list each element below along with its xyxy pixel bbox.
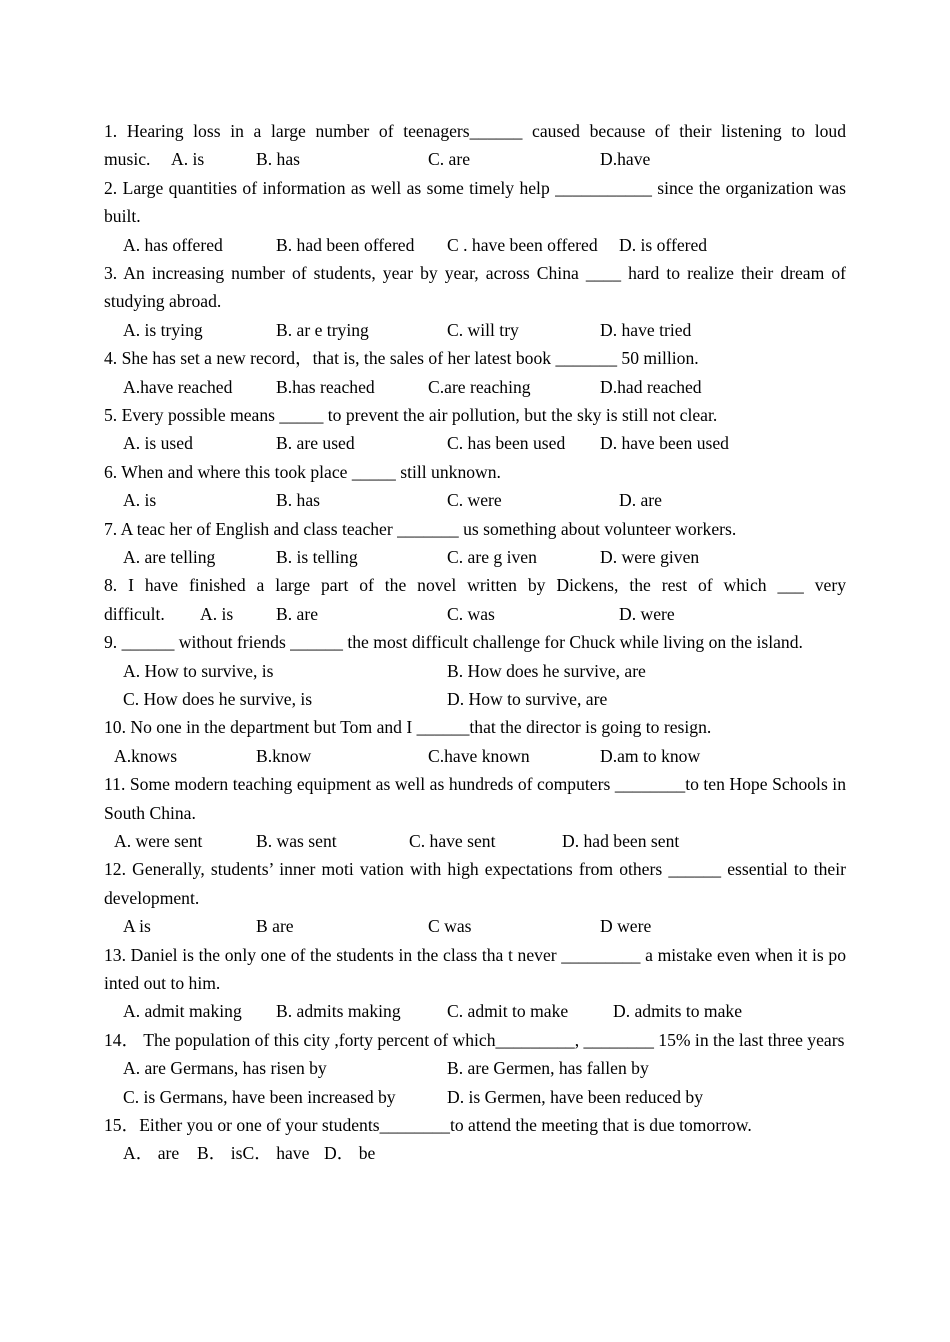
option-d: D.had reached [600,376,702,397]
option-d: D.am to know [600,745,701,766]
option-b: B. ar e trying [276,319,369,340]
option-d: D. have been used [600,433,729,454]
option-b: B. had been offered [276,234,415,255]
option-a: A. is trying [123,319,203,340]
option-d: D. admits to make [613,1001,742,1022]
question-12-options [104,912,846,940]
option-a: A.knows [114,745,178,766]
option-d: D. have tried [600,319,692,340]
question-1-options [104,145,846,173]
option-c: C. is Germans, have been increased by [123,1086,396,1107]
option-a: A. is [123,490,157,511]
option-d: D.have [600,149,651,170]
question-2 [104,174,846,259]
question-6-stem: 6. When and where this took place _____ still unknown. [104,461,501,482]
option-d: D. are [619,490,662,511]
question-8-stem: 8. I have finished a large part of the novel written by Dickens, the rest of which ___ very [104,575,846,596]
option-c: C. admit to make [447,1001,569,1022]
question-8-stem-continued: difficult. [104,603,165,624]
question-9 [104,628,846,713]
option-d: D. is offered [619,234,708,255]
question-15-options [104,1139,846,1167]
question-1-stem-continued: music. [104,149,151,170]
question-5-stem: 5. Every possible means _____ to prevent the air pollution, but the sky is still not clear. [104,405,718,425]
question-1 [104,117,846,174]
option-b: B. How does he survive, are [447,660,646,681]
option-d: D. were given [600,547,700,567]
question-6 [104,458,846,515]
question-14-options-row-1 [104,1054,846,1082]
question-9-options-row-1 [104,657,846,685]
question-10 [104,713,846,770]
question-13-options [104,997,846,1025]
question-8 [104,571,846,628]
question-4-stem: 4. She has set a new record，that is, the sales of her latest book _______ 50 million. [104,348,699,369]
option-a: A. How to survive, is [123,660,274,681]
option-a: A. are Germans, has risen by [123,1058,327,1079]
question-10-options [104,742,846,770]
option-d: D. had been sent [562,830,680,851]
question-7-options [104,543,846,571]
option-b: B. is telling [276,547,358,567]
option-b-c: B． isC． have [197,1143,310,1164]
option-d: D were [600,916,652,937]
question-11 [104,770,846,855]
option-b: B. has [276,490,320,511]
option-d: D. How to survive, are [447,688,608,709]
option-a: A. has offered [123,234,223,255]
option-d: D. were [619,603,675,624]
question-13-stem: 13. Daniel is the only one of the students in the class tha t never _________ a mistake even when it is po inted out to him. [104,944,846,993]
question-10-stem: 10. No one in the department but Tom and I ______that the director is going to resign. [104,717,712,738]
option-c: C. has been used [447,433,566,454]
option-a: A is [123,916,151,937]
option-c: C. How does he survive, is [123,688,313,709]
option-c: C.have known [428,745,530,766]
option-c: C was [428,916,472,937]
question-14-options-row-2 [104,1083,846,1111]
question-9-stem: 9. ______ without friends ______ the most difficult challenge for Chuck while living on the island. [104,632,803,653]
option-a: A. is [171,149,205,170]
option-a: A. are telling [123,547,216,567]
question-6-options [104,486,846,514]
option-c: C.are reaching [428,376,531,397]
question-7-stem: 7. A teac her of English and class teacher _______ us something about volunteer workers. [104,518,737,539]
option-b: B.has reached [276,376,375,397]
question-2-options [104,231,846,259]
question-3-stem: 3. An increasing number of students, year by year, across China ____ hard to realize their dream of studying abroad. [104,263,846,312]
option-a: A. is used [123,433,193,454]
option-c: C. are [428,149,471,170]
question-13 [104,941,846,1026]
question-12-stem: 12. Generally, students’ inner moti vation with high expectations from others ______ essential to their development. [104,859,846,908]
question-9-options-row-2 [104,685,846,713]
question-14-stem: 14． The population of this city ,forty percent of which_________, ________ 15% in the last three years [104,1029,845,1050]
option-a: A. were sent [114,830,203,851]
question-3-options [104,316,846,344]
question-12 [104,855,846,940]
question-14 [104,1026,846,1111]
question-8-options [104,600,846,628]
option-c: C. was [447,603,495,624]
question-3 [104,259,846,344]
question-4-options [104,373,846,401]
option-c: C. have sent [409,830,496,851]
question-11-stem: 11. Some modern teaching equipment as well as hundreds of computers ________to ten Hope Schools in South China. [104,774,846,823]
option-b: B. are Germen, has fallen by [447,1058,649,1079]
option-a: A.have reached [123,376,233,397]
question-list [104,117,846,1168]
question-11-options [104,827,846,855]
option-b: B are [256,916,294,937]
option-b: B. are [276,603,319,624]
question-5-options [104,429,846,457]
option-b: B. was sent [256,830,337,851]
option-c: C. were [447,490,502,511]
question-1-stem: 1. Hearing loss in a large number of teenagers______ caused because of their listening to loud [104,121,846,141]
option-d: D． be [324,1143,376,1164]
option-d: D. is Germen, have been reduced by [447,1086,703,1107]
option-b: B. are used [276,433,355,454]
option-b: B.know [256,745,312,766]
option-c: C. are g iven [447,547,537,567]
question-4 [104,344,846,401]
question-7 [104,515,846,572]
option-a: A. is [200,603,234,624]
question-5 [104,401,846,458]
option-a: A． are [123,1143,180,1164]
option-a: A. admit making [123,1001,242,1022]
question-15 [104,1111,846,1168]
question-15-stem: 15．Either you or one of your students________to attend the meeting that is due tomorrow. [104,1114,752,1135]
question-2-stem: 2. Large quantities of information as well as some timely help ___________ since the organization was built. [104,177,846,227]
option-c: C. will try [447,319,519,340]
option-b: B. has [256,149,300,170]
option-c: C . have been offered [447,234,598,255]
option-b: B. admits making [276,1001,401,1022]
